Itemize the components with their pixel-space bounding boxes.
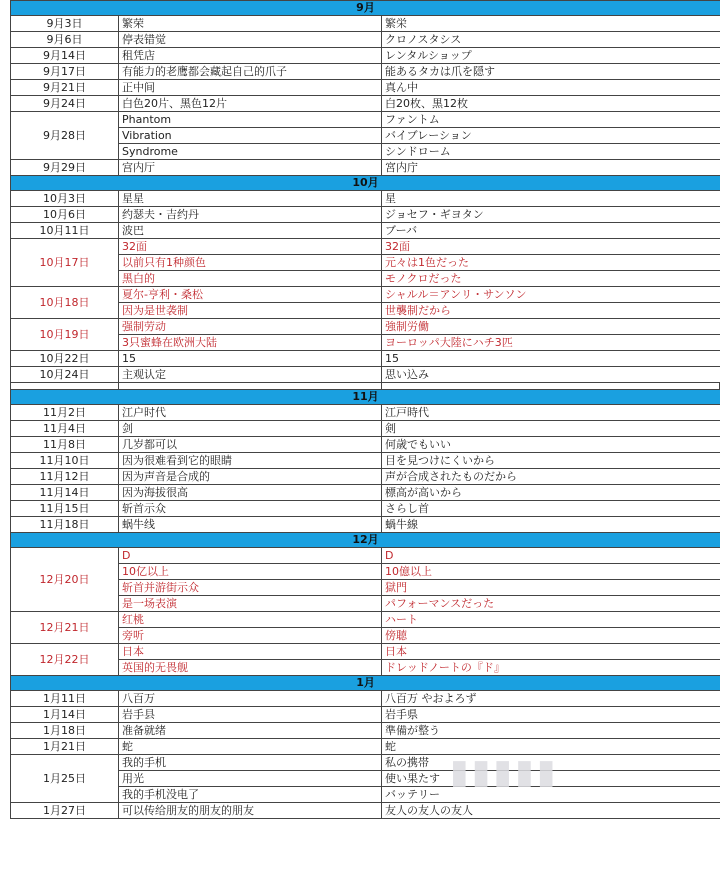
chinese-cell: 有能力的老鹰都会藏起自己的爪子	[119, 64, 382, 80]
table-row	[11, 160, 720, 176]
chinese-cell: 斩首并游街示众	[119, 580, 382, 596]
japanese-cell: 世襲制だから	[382, 303, 720, 319]
japanese-cell: ヨーロッパ大陸にハチ3匹	[382, 335, 720, 351]
japanese-cell: シンドローム	[382, 144, 720, 160]
table-row	[11, 112, 720, 128]
month-header-sep	[11, 1, 720, 16]
japanese-cell: 使い果たす	[382, 771, 720, 787]
japanese-cell: 繁栄	[382, 16, 720, 32]
chinese-cell: 因为很难看到它的眼睛	[119, 453, 382, 469]
table-row	[11, 405, 720, 421]
chinese-cell: 我的手机	[119, 755, 382, 771]
month-header-nov	[11, 390, 720, 405]
chinese-cell: 主观认定	[119, 367, 382, 383]
japanese-cell: さらし首	[382, 501, 720, 517]
date-cell: 1月25日	[11, 755, 119, 803]
table-row	[11, 612, 720, 628]
japanese-cell: 江戸時代	[382, 405, 720, 421]
japanese-cell: 剣	[382, 421, 720, 437]
japanese-cell: 獄門	[382, 580, 720, 596]
japanese-cell: ブーバ	[382, 223, 720, 239]
table-row	[11, 755, 720, 771]
chinese-cell: 32面	[119, 239, 382, 255]
date-cell: 11月8日	[11, 437, 119, 453]
month-title: 9月	[11, 1, 720, 16]
japanese-cell: 蝸牛線	[382, 517, 720, 533]
date-cell: 12月21日	[11, 612, 119, 644]
date-cell: 1月27日	[11, 803, 119, 819]
table-clip-gap	[10, 383, 720, 389]
table-row	[11, 319, 720, 335]
date-cell: 11月15日	[11, 501, 119, 517]
table-row	[11, 421, 720, 437]
date-cell: 9月3日	[11, 16, 119, 32]
date-cell: 1月11日	[11, 691, 119, 707]
chinese-cell: 夏尔-亨利・桑松	[119, 287, 382, 303]
japanese-cell: ハート	[382, 612, 720, 628]
japanese-cell: 準備が整う	[382, 723, 720, 739]
japanese-cell: 八百万 やおよろず	[382, 691, 720, 707]
japanese-cell: 蛇	[382, 739, 720, 755]
chinese-cell: 强制劳动	[119, 319, 382, 335]
table-row	[11, 437, 720, 453]
date-cell: 11月4日	[11, 421, 119, 437]
month-header-dec	[11, 533, 720, 548]
japanese-cell: 友人の友人の友人	[382, 803, 720, 819]
chinese-cell: 以前只有1种颜色	[119, 255, 382, 271]
chinese-cell: 剑	[119, 421, 382, 437]
month-title: 12月	[11, 533, 720, 548]
watermark: ▮▮▮▮▮	[450, 752, 559, 792]
japanese-cell: 岩手県	[382, 707, 720, 723]
japanese-cell: クロノスタシス	[382, 32, 720, 48]
chinese-cell: 斩首示众	[119, 501, 382, 517]
japanese-cell: 傍聴	[382, 628, 720, 644]
chinese-cell: 几岁都可以	[119, 437, 382, 453]
date-cell: 11月18日	[11, 517, 119, 533]
chinese-cell: 旁听	[119, 628, 382, 644]
japanese-cell: 宮内庁	[382, 160, 720, 176]
chinese-cell: 因为声音是合成的	[119, 469, 382, 485]
month-header-jan	[11, 676, 720, 691]
table-row	[11, 803, 720, 819]
month-table-sep	[10, 0, 720, 383]
chinese-cell: 星星	[119, 191, 382, 207]
month-title: 10月	[11, 176, 720, 191]
table-row	[11, 32, 720, 48]
japanese-cell: ジョセフ・ギヨタン	[382, 207, 720, 223]
table-row	[11, 239, 720, 255]
chinese-cell: 15	[119, 351, 382, 367]
chinese-cell: Phantom	[119, 112, 382, 128]
table-row	[11, 16, 720, 32]
chinese-cell: 江户时代	[119, 405, 382, 421]
chinese-cell: 3只蜜蜂在欧洲大陆	[119, 335, 382, 351]
chinese-cell: 正中间	[119, 80, 382, 96]
japanese-cell: ファントム	[382, 112, 720, 128]
answer-table-sheet	[10, 0, 720, 819]
japanese-cell: D	[382, 548, 720, 564]
table-row	[11, 548, 720, 564]
table-row	[11, 191, 720, 207]
date-cell: 9月6日	[11, 32, 119, 48]
month-title: 1月	[11, 676, 720, 691]
table-row	[11, 287, 720, 303]
chinese-cell: 停表错觉	[119, 32, 382, 48]
table-row	[11, 207, 720, 223]
chinese-cell: 岩手县	[119, 707, 382, 723]
table-row	[11, 96, 720, 112]
table-row	[11, 453, 720, 469]
date-cell: 10月17日	[11, 239, 119, 287]
date-cell: 10月22日	[11, 351, 119, 367]
date-cell: 1月14日	[11, 707, 119, 723]
date-cell: 10月24日	[11, 367, 119, 383]
clipped-row-edge	[10, 383, 720, 389]
chinese-cell: 白色20片、黑色12片	[119, 96, 382, 112]
japanese-cell: 目を見つけにくいから	[382, 453, 720, 469]
date-cell: 11月10日	[11, 453, 119, 469]
date-cell: 9月17日	[11, 64, 119, 80]
chinese-cell: 准备就绪	[119, 723, 382, 739]
japanese-cell: 強制労働	[382, 319, 720, 335]
date-cell: 12月20日	[11, 548, 119, 612]
table-row	[11, 469, 720, 485]
date-cell: 11月12日	[11, 469, 119, 485]
chinese-cell: 繁荣	[119, 16, 382, 32]
chinese-cell: 蛇	[119, 739, 382, 755]
month-table-nov-jan	[10, 389, 720, 819]
japanese-cell: 元々は1色だった	[382, 255, 720, 271]
japanese-cell: 15	[382, 351, 720, 367]
chinese-cell: 八百万	[119, 691, 382, 707]
table-row	[11, 501, 720, 517]
table-row	[11, 64, 720, 80]
date-cell: 12月22日	[11, 644, 119, 676]
chinese-cell: 黑白的	[119, 271, 382, 287]
table-row	[11, 223, 720, 239]
chinese-cell: 因为是世袭制	[119, 303, 382, 319]
date-cell: 10月18日	[11, 287, 119, 319]
chinese-cell: 约瑟夫・吉约丹	[119, 207, 382, 223]
date-cell: 10月6日	[11, 207, 119, 223]
japanese-cell: 日本	[382, 644, 720, 660]
chinese-cell: 是一场表演	[119, 596, 382, 612]
table-row	[11, 644, 720, 660]
date-cell: 1月21日	[11, 739, 119, 755]
chinese-cell: 宫内厅	[119, 160, 382, 176]
date-cell: 9月29日	[11, 160, 119, 176]
table-row	[11, 517, 720, 533]
chinese-cell: 日本	[119, 644, 382, 660]
chinese-cell: 用光	[119, 771, 382, 787]
japanese-cell: 私の携帯	[382, 755, 720, 771]
chinese-cell: 蜗牛线	[119, 517, 382, 533]
date-cell: 9月14日	[11, 48, 119, 64]
table-row	[11, 80, 720, 96]
japanese-cell: 星	[382, 191, 720, 207]
chinese-cell: 红桃	[119, 612, 382, 628]
japanese-cell: レンタルショップ	[382, 48, 720, 64]
japanese-cell: 声が合成されたものだから	[382, 469, 720, 485]
japanese-cell: パフォーマンスだった	[382, 596, 720, 612]
japanese-cell: 真ん中	[382, 80, 720, 96]
table-row	[11, 351, 720, 367]
japanese-cell: 思い込み	[382, 367, 720, 383]
date-cell: 10月11日	[11, 223, 119, 239]
chinese-cell: Syndrome	[119, 144, 382, 160]
chinese-cell: 10亿以上	[119, 564, 382, 580]
japanese-cell: 何歳でもいい	[382, 437, 720, 453]
table-row	[11, 739, 720, 755]
date-cell: 9月28日	[11, 112, 119, 160]
table-row	[11, 48, 720, 64]
japanese-cell: モノクロだった	[382, 271, 720, 287]
chinese-cell: D	[119, 548, 382, 564]
month-header-oct	[11, 176, 720, 191]
japanese-cell: バッテリー	[382, 787, 720, 803]
month-title: 11月	[11, 390, 720, 405]
date-cell: 9月24日	[11, 96, 119, 112]
table-row	[11, 723, 720, 739]
japanese-cell: シャルル＝アンリ・サンソン	[382, 287, 720, 303]
date-cell: 10月3日	[11, 191, 119, 207]
japanese-cell: 10億以上	[382, 564, 720, 580]
chinese-cell: 英国的无畏舰	[119, 660, 382, 676]
japanese-cell: ドレッドノートの『ド』	[382, 660, 720, 676]
date-cell: 9月21日	[11, 80, 119, 96]
chinese-cell: 我的手机没电了	[119, 787, 382, 803]
chinese-cell: Vibration	[119, 128, 382, 144]
chinese-cell: 租凭店	[119, 48, 382, 64]
table-row	[11, 707, 720, 723]
chinese-cell: 可以传给朋友的朋友的朋友	[119, 803, 382, 819]
japanese-cell: 能あるタカは爪を隠す	[382, 64, 720, 80]
japanese-cell: 標高が高いから	[382, 485, 720, 501]
japanese-cell: 白20枚、黒12枚	[382, 96, 720, 112]
date-cell: 11月14日	[11, 485, 119, 501]
table-row	[11, 485, 720, 501]
chinese-cell: 波巴	[119, 223, 382, 239]
date-cell: 11月2日	[11, 405, 119, 421]
japanese-cell: 32面	[382, 239, 720, 255]
chinese-cell: 因为海拔很高	[119, 485, 382, 501]
japanese-cell: バイブレーション	[382, 128, 720, 144]
table-row	[11, 691, 720, 707]
table-row	[11, 367, 720, 383]
date-cell: 1月18日	[11, 723, 119, 739]
date-cell: 10月19日	[11, 319, 119, 351]
